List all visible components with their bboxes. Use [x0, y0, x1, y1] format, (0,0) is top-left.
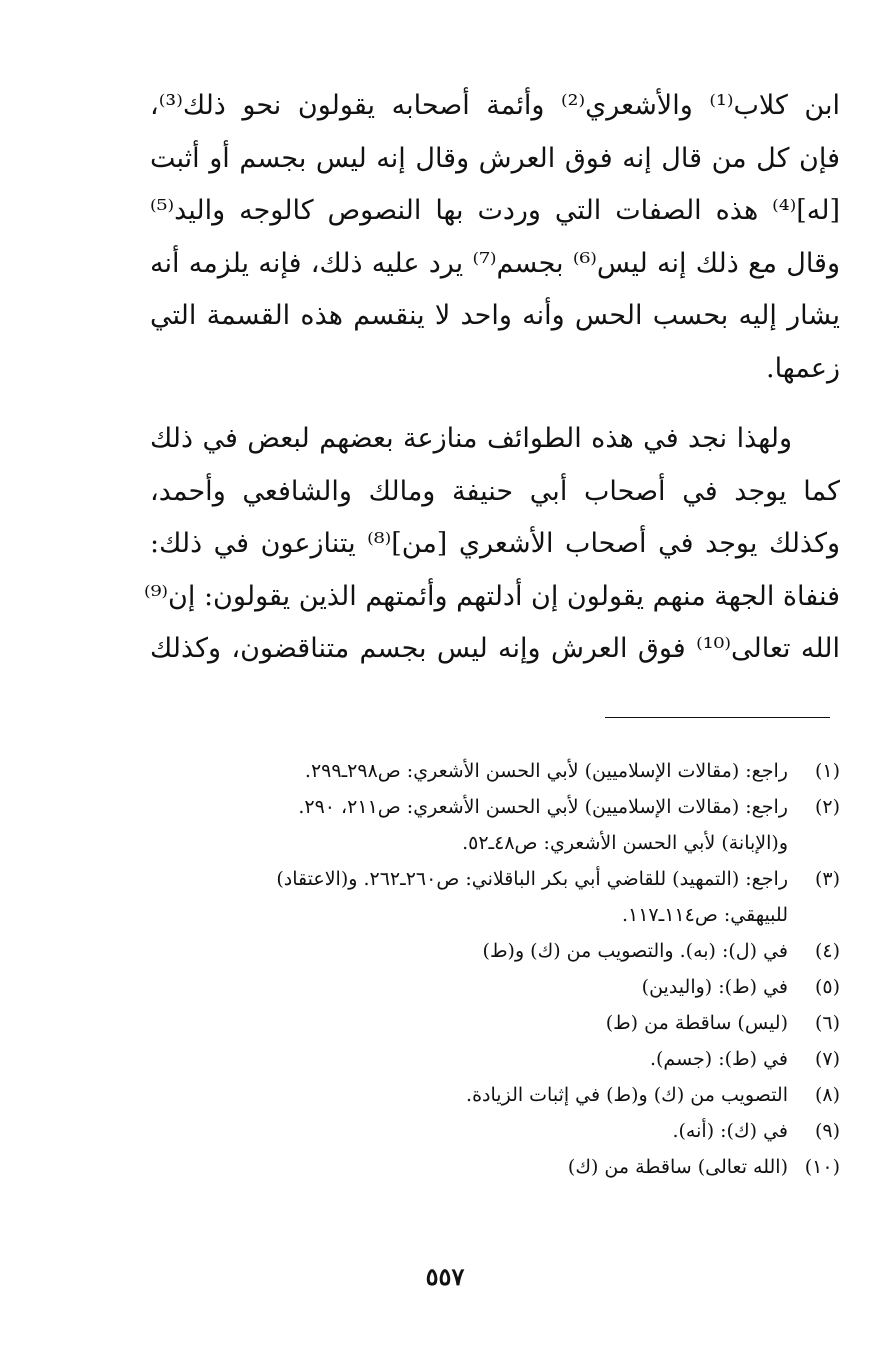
footnote-text: [150, 861, 788, 933]
footnote-number: (٥): [814, 976, 840, 998]
footnote-number: (١٠): [804, 1156, 840, 1178]
footnote: [150, 1041, 840, 1077]
text-line: [له]⁽⁴⁾ هذه الصفات التي وردت بها النصوص كالوجه واليد⁽⁵⁾: [150, 195, 840, 226]
footnote-line: راجع: (مقالات الإسلاميين) لأبي الحسن الأشعري: ص٢١١، ٢٩٠.: [298, 796, 788, 818]
footnote: [150, 861, 840, 933]
main-text: [143, 80, 841, 676]
text-line: يشار إليه بحسب الحس وأنه واحد لا ينقسم هذه القسمة التي: [150, 300, 840, 331]
paragraph: [143, 413, 841, 676]
footnote-text: [150, 933, 788, 969]
footnote: [150, 789, 840, 861]
footnote-line: في (ك): (أنه).: [672, 1120, 788, 1142]
footnotes: [150, 753, 840, 1185]
text-line: ولهذا نجد في هذه الطوائف منازعة بعضهم لبعض في ذلك: [150, 423, 792, 454]
text-line: وكذلك يوجد في أصحاب الأشعري [من]⁽⁸⁾ يتنازعون في ذلك:: [150, 528, 840, 559]
footnote: [150, 1077, 840, 1113]
text-line: كما يوجد في أصحاب أبي حنيفة ومالك والشافعي وأحمد،: [150, 475, 840, 507]
footnote-line: راجع: (التمهيد) للقاضي أبي بكر الباقلاني: ص٢٦٠ـ٢٦٢. و(الاعتقاد): [276, 868, 788, 890]
footnote-text: [150, 1149, 788, 1185]
text-line: الله تعالى⁽¹⁰⁾ فوق العرش وإنه ليس بجسم متناقضون، وكذلك: [150, 633, 841, 664]
footnote-number: (٧): [814, 1048, 840, 1070]
footnote-line: في (ل): (به). والتصويب من (ك) و(ط): [482, 940, 788, 962]
footnote-number: (٦): [814, 1012, 840, 1034]
footnote-number: (٨): [814, 1084, 840, 1106]
footnote-line: راجع: (مقالات الإسلاميين) لأبي الحسن الأشعري: ص٢٩٨ـ٢٩٩.: [304, 760, 788, 782]
footnote: [150, 1149, 840, 1185]
footnote-line: في (ط): (جسم).: [649, 1048, 788, 1070]
footnote: [150, 753, 840, 789]
footnote-text: [150, 753, 788, 789]
text-line: فنفاة الجهة منهم يقولون إن أدلتهم وأئمتهم الذين يقولون: إن⁽⁹⁾: [143, 580, 840, 612]
footnote-text: [150, 1113, 788, 1149]
text-line: ابن كلاب⁽¹⁾ والأشعري⁽²⁾ وأئمة أصحابه يقولون نحو ذلك⁽³⁾،: [150, 90, 840, 121]
footnote-number: (٣): [814, 868, 840, 890]
text-line: وقال مع ذلك إنه ليس⁽⁶⁾ بجسم⁽⁷⁾ يرد عليه ذلك، فإنه يلزمه أنه: [150, 247, 840, 279]
footnote-number: (٢): [814, 796, 840, 818]
footnote-number: (١): [814, 760, 840, 782]
footnote: [150, 969, 840, 1005]
footnote-text: [150, 789, 788, 861]
footnote-text: [150, 1005, 788, 1041]
footnote-text: [150, 1077, 788, 1113]
footnote-line: التصويب من (ك) و(ط) في إثبات الزيادة.: [466, 1084, 788, 1106]
footnote: [150, 1113, 840, 1149]
footnote-line: و(الإبانة) لأبي الحسن الأشعري: ص٤٨ـ٥٢.: [462, 832, 788, 854]
footnote-number: (٤): [814, 940, 840, 962]
footnote-divider: [605, 717, 830, 718]
footnote-number: (٩): [814, 1120, 840, 1142]
paragraph: [150, 80, 840, 395]
text-line: فإن كل من قال إنه فوق العرش وقال إنه ليس بجسم أو أثبت: [150, 142, 840, 174]
footnote-text: [150, 969, 788, 1005]
footnote: [150, 933, 840, 969]
footnote-line: (الله تعالى) ساقطة من (ك): [567, 1156, 788, 1178]
text-line: زعمها.: [765, 352, 840, 384]
footnote-line: (ليس) ساقطة من (ط): [605, 1012, 788, 1034]
footnote: [150, 1005, 840, 1041]
footnote-line: في (ط): (واليدين): [641, 976, 788, 998]
page-number: ٥٥٧: [425, 1262, 465, 1291]
footnote-line: للبيهقي: ص١١٤ـ١١٧.: [621, 904, 788, 926]
footnote-text: [150, 1041, 788, 1077]
